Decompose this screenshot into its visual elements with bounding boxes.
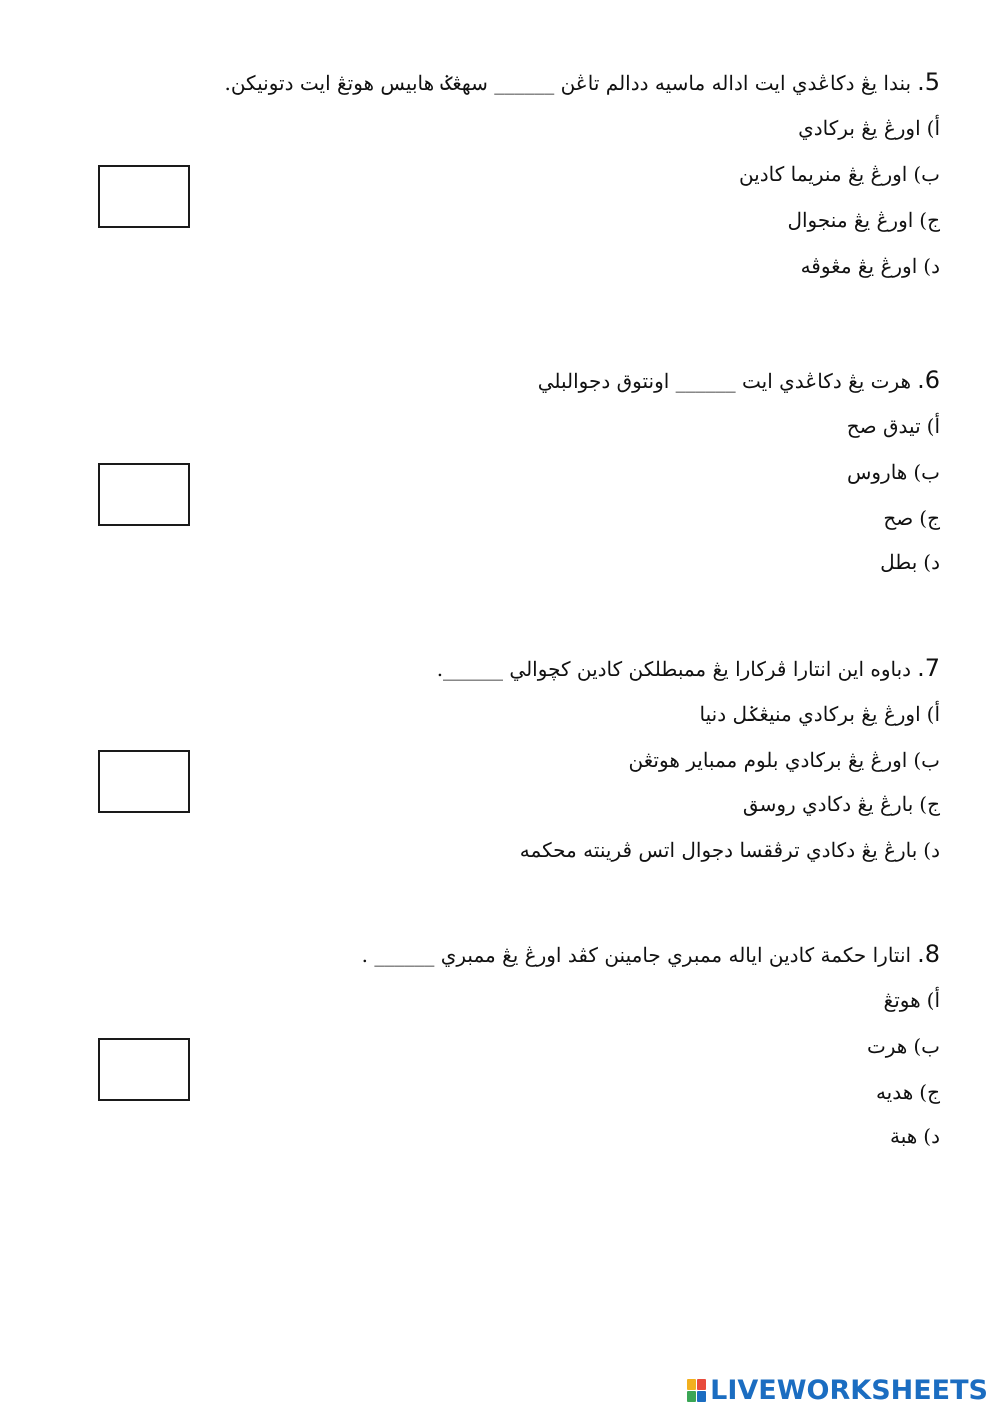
option-d	[440, 1122, 940, 1150]
option-c	[440, 1078, 940, 1106]
option-text: هاروس	[846, 460, 908, 484]
option-letter: د)	[923, 1124, 940, 1148]
option-letter: ب)	[913, 460, 940, 484]
option-c	[440, 504, 940, 532]
question-text: بندا يڠ دكاڠدي ايت اداله ماسيه ددالم تاڠن ______ سهڠݢ هابيس هوتڠ ايت دتونيكن.	[224, 71, 912, 95]
option-text: صح	[883, 506, 914, 530]
option-text: هوتڠ	[883, 988, 921, 1012]
answer-input-box[interactable]	[98, 165, 190, 228]
option-letter: ب)	[913, 748, 940, 772]
option-text: تيدق صح	[846, 414, 921, 438]
option-text: اورڠ يڠ بركادي	[798, 116, 921, 140]
question-text: انتارا حكمة كادين اياله ممبري جامينن كڤد اورڠ يڠ ممبري ______ .	[361, 943, 912, 967]
option-d	[440, 252, 940, 280]
option-letter: ب)	[913, 162, 940, 186]
option-letter: د)	[923, 254, 940, 278]
option-a	[440, 412, 940, 440]
question-text: دباوه اين انتارا ڤركارا يڠ ممبطلكن كادين كچوالي ______.	[436, 657, 912, 681]
question-stem	[180, 940, 940, 969]
option-b	[440, 160, 940, 188]
option-text: هبة	[889, 1124, 918, 1148]
option-d	[440, 548, 940, 576]
option-text: هرت	[866, 1034, 908, 1058]
option-text: بارڠ يڠ دكادي روسق	[742, 792, 914, 816]
option-letter: ج)	[919, 792, 940, 816]
liveworksheets-brand	[687, 1374, 988, 1406]
question-text: هرت يڠ دكاڠدي ايت ______ اونتوق دجوالبلي	[537, 369, 912, 393]
option-text: اورڠ يڠ بركادي بلوم ممباير هوتڠن	[628, 748, 908, 772]
question-number: 6.	[917, 366, 940, 394]
option-letter: أ)	[926, 988, 940, 1012]
answer-input-box[interactable]	[98, 463, 190, 526]
option-letter: ج)	[919, 506, 940, 530]
option-letter: ب)	[913, 1034, 940, 1058]
option-letter: د)	[923, 838, 940, 862]
option-b	[440, 746, 940, 774]
answer-input-box[interactable]	[98, 1038, 190, 1101]
option-letter: أ)	[926, 414, 940, 438]
option-text: اورڠ يڠ منجوال	[787, 208, 914, 232]
option-text: اورڠ يڠ بركادي منيڠݢل دنيا	[699, 702, 921, 726]
question-number: 7.	[917, 654, 940, 682]
option-letter: ج)	[919, 1080, 940, 1104]
question-number: 5.	[917, 68, 940, 96]
question-stem	[180, 68, 940, 97]
option-letter: ج)	[919, 208, 940, 232]
option-text: اورڠ يڠ مڠوڤه	[800, 254, 918, 278]
option-text: بطل	[880, 550, 918, 574]
question-number: 8.	[917, 940, 940, 968]
option-b	[440, 458, 940, 486]
option-c	[440, 206, 940, 234]
option-a	[440, 986, 940, 1014]
option-text: اورڠ يڠ منريما كادين	[738, 162, 908, 186]
question-stem	[180, 654, 940, 683]
liveworksheets-logo-icon	[687, 1379, 706, 1402]
answer-input-box[interactable]	[98, 750, 190, 813]
brand-name: LIVEWORKSHEETS	[710, 1374, 988, 1406]
option-text: هديه	[875, 1080, 914, 1104]
option-text: بارڠ يڠ دكادي ترڤقسا دجوال اتس ڤرينته محكمه	[519, 838, 918, 862]
option-d	[440, 836, 940, 864]
question-stem	[180, 366, 940, 395]
option-letter: د)	[923, 550, 940, 574]
option-letter: أ)	[926, 116, 940, 140]
option-a	[440, 700, 940, 728]
option-b	[440, 1032, 940, 1060]
option-a	[440, 114, 940, 142]
option-letter: أ)	[926, 702, 940, 726]
option-c	[440, 790, 940, 818]
